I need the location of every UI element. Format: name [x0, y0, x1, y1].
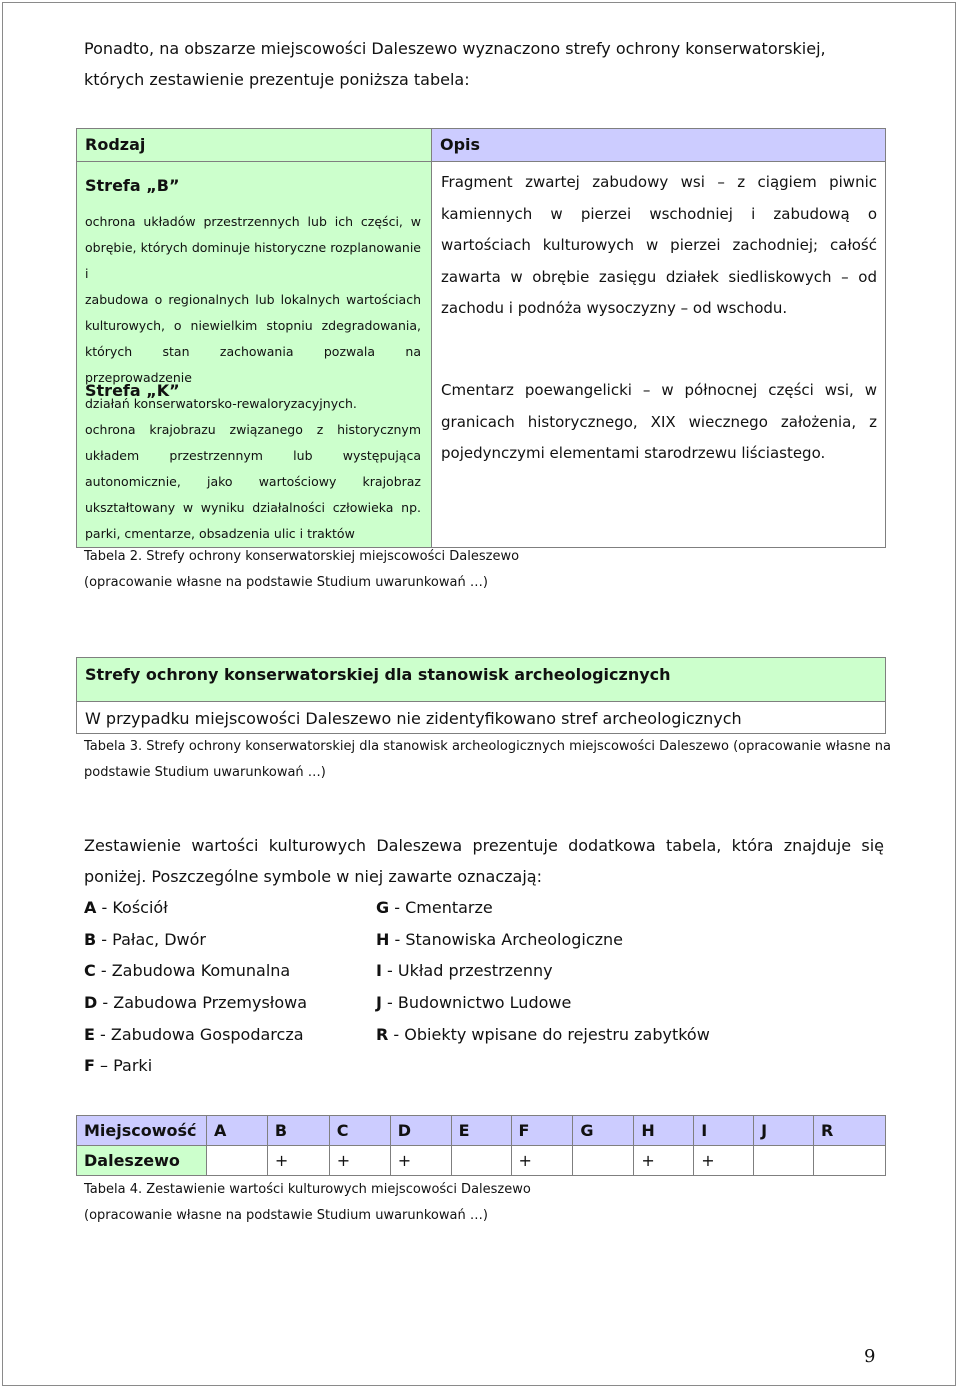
value-cell: + [329, 1146, 390, 1176]
legend-item-b: B - Pałac, Dwór [84, 930, 206, 949]
value-cell [451, 1146, 511, 1176]
header-rodzaj: Rodzaj [85, 135, 146, 154]
header-cell: F [511, 1116, 573, 1146]
desc-line: działań konserwatorsko-rewaloryzacyjnych. [85, 396, 357, 411]
legend-item-f: F – Parki [84, 1056, 153, 1075]
page-number: 9 [864, 1346, 876, 1367]
legend-item-i: I - Układ przestrzenny [376, 961, 553, 980]
desc-line: autonomicznie, jako wartościowy krajobraz [85, 474, 421, 489]
value-cell: + [511, 1146, 573, 1176]
zones-table [76, 128, 886, 548]
value-cell: + [390, 1146, 451, 1176]
table3-caption-line2: podstawie Studium uwarunkowań …) [84, 765, 326, 780]
desc-line: obrębie, których dominuje historyczne rozplanowanie i [85, 240, 421, 281]
archeo-text: W przypadku miejscowości Daleszewo nie zidentyfikowano stref archeologicznych [85, 709, 742, 728]
summary-paragraph: Zestawienie wartości kulturowych Daleszewa prezentuje dodatkowa tabela, która znajduje się poniżej. Poszczególne symbole w niej zawarte oznaczają: [84, 836, 884, 886]
value-cell [814, 1146, 886, 1176]
header-cell: D [390, 1116, 451, 1146]
header-cell: A [206, 1116, 267, 1146]
desc-line: których stan zachowania pozwala na przeprowadzenie [85, 344, 421, 385]
desc-line: zabudowa o regionalnych lub lokalnych wartościach [85, 292, 421, 307]
header-cell: E [451, 1116, 511, 1146]
table4-caption-line2: (opracowanie własne na podstawie Studium uwarunkowań …) [84, 1208, 488, 1223]
header-cell: J [754, 1116, 814, 1146]
values-table [76, 1115, 886, 1176]
desc-line: układem przestrzennym lub występująca [85, 448, 421, 463]
header-opis: Opis [440, 135, 481, 154]
header-cell: G [573, 1116, 634, 1146]
value-cell [573, 1146, 634, 1176]
header-cell: R [814, 1116, 886, 1146]
values-data-row [77, 1146, 886, 1176]
header-cell: I [694, 1116, 754, 1146]
archeo-title: Strefy ochrony konserwatorskiej dla stanowisk archeologicznych [85, 665, 671, 684]
table2-caption-line2: (opracowanie własne na podstawie Studium uwarunkowań …) [84, 575, 488, 590]
archeo-table [76, 657, 886, 734]
legend-item-r: R - Obiekty wpisane do rejestru zabytków [376, 1025, 710, 1044]
desc-line: ochrona krajobrazu związanego z historycznym [85, 422, 421, 437]
legend-item-e: E - Zabudowa Gospodarcza [84, 1025, 304, 1044]
intro-paragraph: Ponadto, na obszarze miejscowości Daleszewo wyznaczono strefy ochrony konserwatorskiej, których zestawienie prezentuje poniższa tabela: [84, 39, 826, 89]
zones-table-header [77, 129, 885, 162]
header-cell: B [267, 1116, 329, 1146]
table2-caption-line1: Tabela 2. Strefy ochrony konserwatorskiej miejscowości Daleszewo [84, 549, 520, 564]
zone-opis-b: Fragment zwartej zabudowy wsi – z ciągiem piwnic kamiennych w pierzei wschodniej i zabudową o wartościach kulturowych w pierzei zachodniej; całość zawarta w obrębie zasięgu działek siedliskowych – od zachodu i podnóża wysoczyzny – od wschodu. [441, 173, 877, 317]
zone-desc-k [85, 417, 421, 547]
value-cell: + [694, 1146, 754, 1176]
legend-item-j: J - Budownictwo Ludowe [376, 993, 572, 1012]
value-cell: + [267, 1146, 329, 1176]
desc-line: parki, cmentarze, obsadzenia ulic i traktów [85, 526, 355, 541]
values-header-row [77, 1116, 886, 1146]
legend-item-a: A - Kościół [84, 898, 168, 917]
value-cell [754, 1146, 814, 1176]
desc-line: kulturowych, o niewielkim stopniu zdegradowania, [85, 318, 421, 333]
legend-item-g: G - Cmentarze [376, 898, 493, 917]
legend-item-d: D - Zabudowa Przemysłowa [84, 993, 308, 1012]
value-cell: + [634, 1146, 694, 1176]
header-cell: C [329, 1116, 390, 1146]
header-cell: Miejscowość [77, 1116, 207, 1146]
desc-line: ukształtowany w wyniku działalności człowieka np. [85, 500, 421, 515]
city-cell: Daleszewo [77, 1146, 207, 1176]
table3-caption-line1: Tabela 3. Strefy ochrony konserwatorskiej dla stanowisk archeologicznych miejscowości Daleszewo (opracowanie własne na [84, 739, 891, 754]
zone-opis-k: Cmentarz poewangelicki – w północnej części wsi, w granicach historycznego, XIX wiecznego założenia, z pojedynczymi elementami starodrzewu liściastego. [441, 381, 877, 462]
desc-line: ochrona układów przestrzennych lub ich części, w [85, 214, 421, 229]
zone-name-k: Strefa „K” [85, 381, 180, 400]
legend-item-h: H - Stanowiska Archeologiczne [376, 930, 624, 949]
legend-item-c: C - Zabudowa Komunalna [84, 961, 291, 980]
header-cell: H [634, 1116, 694, 1146]
zone-name-b: Strefa „B” [85, 176, 180, 195]
table4-caption-line1: Tabela 4. Zestawienie wartości kulturowych miejscowości Daleszewo [84, 1182, 531, 1197]
value-cell [206, 1146, 267, 1176]
